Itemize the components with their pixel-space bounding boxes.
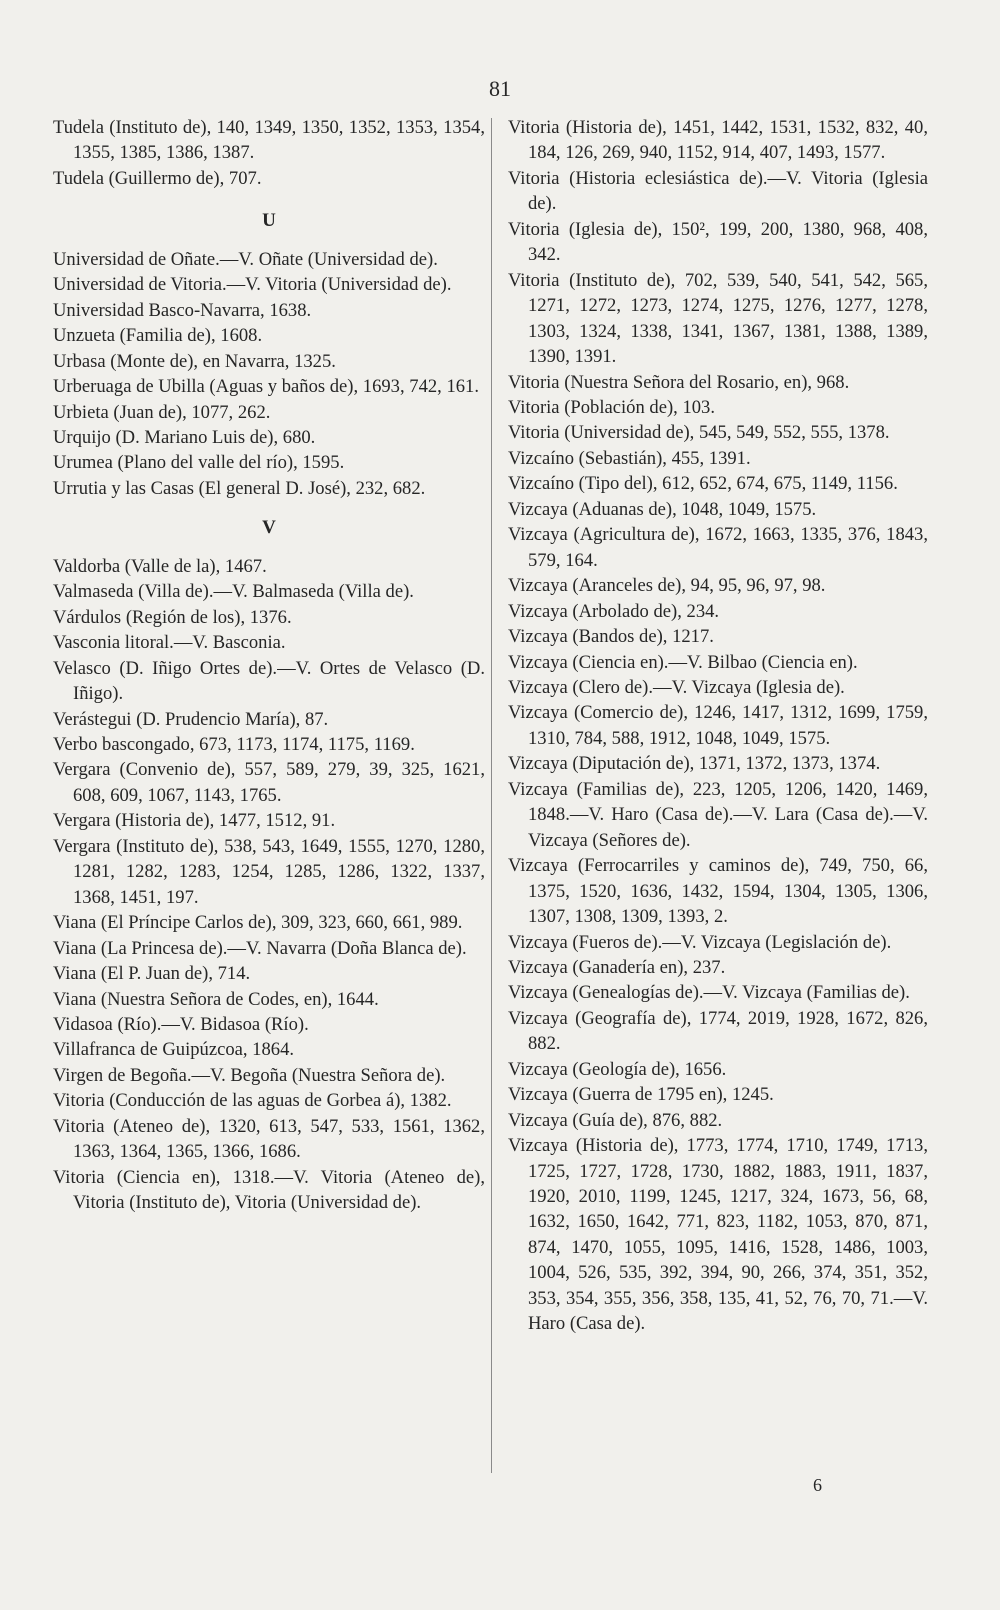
entries-before-u <box>53 115 485 191</box>
entries-u <box>53 247 485 502</box>
index-entry: Urrutia y las Casas (El general D. José), 232, 682. <box>53 477 426 499</box>
right-column <box>508 115 928 1337</box>
index-entry: Viana (El Príncipe Carlos de), 309, 323, 660, 661, 989. <box>53 912 463 934</box>
index-entry: Vitoria (Conducción de las aguas de Gorbea á), 1382. <box>53 1090 452 1112</box>
index-entry: Verbo bascongado, 673, 1173, 1174, 1175, 1169. <box>53 733 415 755</box>
index-entry: Virgen de Begoña.—V. Begoña (Nuestra Señora de). <box>53 1064 446 1086</box>
index-entry: Vitoria (Universidad de), 545, 549, 552, 555, 1378. <box>508 422 890 444</box>
index-entry: Urberuaga de Ubilla (Aguas y baños de), 1693, 742, 161. <box>53 376 480 398</box>
index-entry: Urbieta (Juan de), 1077, 262. <box>53 401 271 423</box>
left-column <box>53 115 485 1216</box>
index-entry: Várdulos (Región de los), 1376. <box>53 606 292 628</box>
index-entry: Viana (La Princesa de).—V. Navarra (Doña Blanca de). <box>53 937 467 959</box>
letter-heading-u: U <box>262 210 276 232</box>
index-entry: Vitoria (Historia eclesiástica de).—V. Vitoria (Iglesia de). <box>508 167 928 215</box>
index-entry: Vizcaya (Ciencia en).—V. Bilbao (Ciencia en). <box>508 651 858 673</box>
entries-v <box>53 554 485 1216</box>
index-entry: Vitoria (Historia de), 1451, 1442, 1531, 1532, 832, 40, 184, 126, 269, 940, 1152, 914, 407, 1493, 1577. <box>508 117 928 164</box>
index-entry: Vitoria (Población de), 103. <box>508 396 715 418</box>
letter-heading-v: V <box>262 517 276 539</box>
page-number: 81 <box>489 76 511 101</box>
index-entry: Vizcaya (Aranceles de), 94, 95, 96, 97, 98. <box>508 575 826 597</box>
index-entry: Villafranca de Guipúzcoa, 1864. <box>53 1039 295 1061</box>
index-entry: Vitoria (Ciencia en), 1318.—V. Vitoria (Ateneo de), Vitoria (Instituto de), Vitoria (Universidad de). <box>53 1166 485 1214</box>
index-entry: Viana (Nuestra Señora de Codes, en), 1644. <box>53 988 379 1010</box>
index-entry: Universidad de Oñate.—V. Oñate (Universidad de). <box>53 248 438 270</box>
index-entry: Vitoria (Instituto de), 702, 539, 540, 541, 542, 565, 1271, 1272, 1273, 1274, 1275, 1276, 1277, 1278, 1303, 1324, 1338, 1341, 1367, 1381, 1388, 1389, 1390, 1391. <box>508 269 928 368</box>
index-entry: Vizcaya (Familias de), 223, 1205, 1206, 1420, 1469, 1848.—V. Haro (Casa de).—V. Lara (Casa de).—V. Vizcaya (Señores de). <box>508 778 928 851</box>
index-entry: Vizcaya (Comercio de), 1246, 1417, 1312, 1699, 1759, 1310, 784, 588, 1912, 1048, 1049, 1575. <box>508 702 928 749</box>
index-entry: Vitoria (Nuestra Señora del Rosario, en), 968. <box>508 371 850 393</box>
column-divider <box>491 118 492 1473</box>
index-entry: Vizcaya (Bandos de), 1217. <box>508 626 714 648</box>
index-entry: Unzueta (Familia de), 1608. <box>53 325 263 347</box>
index-entry: Vizcaya (Agricultura de), 1672, 1663, 1335, 376, 1843, 579, 164. <box>508 524 928 571</box>
index-entry: Universidad Basco-Navarra, 1638. <box>53 299 312 321</box>
index-entry: Vizcaya (Ferrocarriles y caminos de), 749, 750, 66, 1375, 1520, 1636, 1432, 1594, 1304, 1305, 1306, 1307, 1308, 1309, 1393, 2. <box>508 855 928 928</box>
index-entry: Vizcaya (Fueros de).—V. Vizcaya (Legislación de). <box>508 931 892 953</box>
index-entry: Vizcaya (Arbolado de), 234. <box>508 600 720 622</box>
index-entry: Vergara (Convenio de), 557, 589, 279, 39, 325, 1621, 608, 609, 1067, 1143, 1765. <box>53 759 485 806</box>
index-entry: Vizcaya (Genealogías de).—V. Vizcaya (Familias de). <box>508 982 910 1004</box>
index-entry: Vizcaya (Historia de), 1773, 1774, 1710, 1749, 1713, 1725, 1727, 1728, 1730, 1882, 1883, 1911, 1837, 1920, 2010, 1199, 1245, 1217, 324, 1673, 56, 68, 1632, 1650, 1642, 771, 823, 1182, 1053, 870, 871, 874, 1470, 1055, 1095, 1416, 1528, 1486, 1003, 1004, 526, 535, 392, 394, 90, 266, 374, 351, 352, 353, 354, 355, 356, 358, 135, 41, 52, 76, 70, 71.—V. Haro (Casa de). <box>508 1135 928 1335</box>
index-entry: Vizcaya (Aduanas de), 1048, 1049, 1575. <box>508 498 817 520</box>
index-entry: Vizcaíno (Tipo del), 612, 652, 674, 675, 1149, 1156. <box>508 473 898 495</box>
index-entry: Vizcaya (Diputación de), 1371, 1372, 1373, 1374. <box>508 753 881 775</box>
index-entry: Tudela (Instituto de), 140, 1349, 1350, 1352, 1353, 1354, 1355, 1385, 1386, 1387. <box>53 117 485 164</box>
index-entry: Valmaseda (Villa de).—V. Balmaseda (Villa de). <box>53 581 414 603</box>
index-entry: Vizcaya (Ganadería en), 237. <box>508 956 726 978</box>
index-entry: Vergara (Historia de), 1477, 1512, 91. <box>53 810 336 832</box>
index-entry: Vitoria (Iglesia de), 150², 199, 200, 1380, 968, 408, 342. <box>508 218 928 266</box>
index-entry: Vitoria (Ateneo de), 1320, 613, 547, 533, 1561, 1362, 1363, 1364, 1365, 1366, 1686. <box>53 1115 485 1163</box>
index-entry: Vizcaíno (Sebastián), 455, 1391. <box>508 447 751 469</box>
index-entry: Urumea (Plano del valle del río), 1595. <box>53 452 345 474</box>
index-entry: Verástegui (D. Prudencio María), 87. <box>53 708 329 730</box>
index-entry: Universidad de Vitoria.—V. Vitoria (Universidad de). <box>53 274 452 296</box>
index-entry: Urbasa (Monte de), en Navarra, 1325. <box>53 350 336 372</box>
index-entry: Vizcaya (Guía de), 876, 882. <box>508 1109 723 1131</box>
index-entry: Tudela (Guillermo de), 707. <box>53 167 262 189</box>
index-entry: Velasco (D. Iñigo Ortes de).—V. Ortes de Velasco (D. Iñigo). <box>53 657 485 705</box>
index-entry: Vergara (Instituto de), 538, 543, 1649, 1555, 1270, 1280, 1281, 1282, 1283, 1254, 1285, 1286, 1322, 1337, 1368, 1451, 197. <box>53 835 485 908</box>
index-entry: Vizcaya (Geología de), 1656. <box>508 1058 727 1080</box>
index-entry: Urquijo (D. Mariano Luis de), 680. <box>53 426 316 448</box>
index-entry: Vizcaya (Guerra de 1795 en), 1245. <box>508 1084 774 1106</box>
index-entry: Vasconia litoral.—V. Basconia. <box>53 632 286 654</box>
index-entry: Vizcaya (Geografía de), 1774, 2019, 1928, 1672, 826, 882. <box>508 1007 928 1055</box>
index-entry: Vidasoa (Río).—V. Bidasoa (Río). <box>53 1013 309 1035</box>
index-entry: Viana (El P. Juan de), 714. <box>53 963 251 985</box>
index-entry: Valdorba (Valle de la), 1467. <box>53 555 267 577</box>
index-entry: Vizcaya (Clero de).—V. Vizcaya (Iglesia de). <box>508 676 845 698</box>
signature-mark: 6 <box>813 1475 822 1495</box>
